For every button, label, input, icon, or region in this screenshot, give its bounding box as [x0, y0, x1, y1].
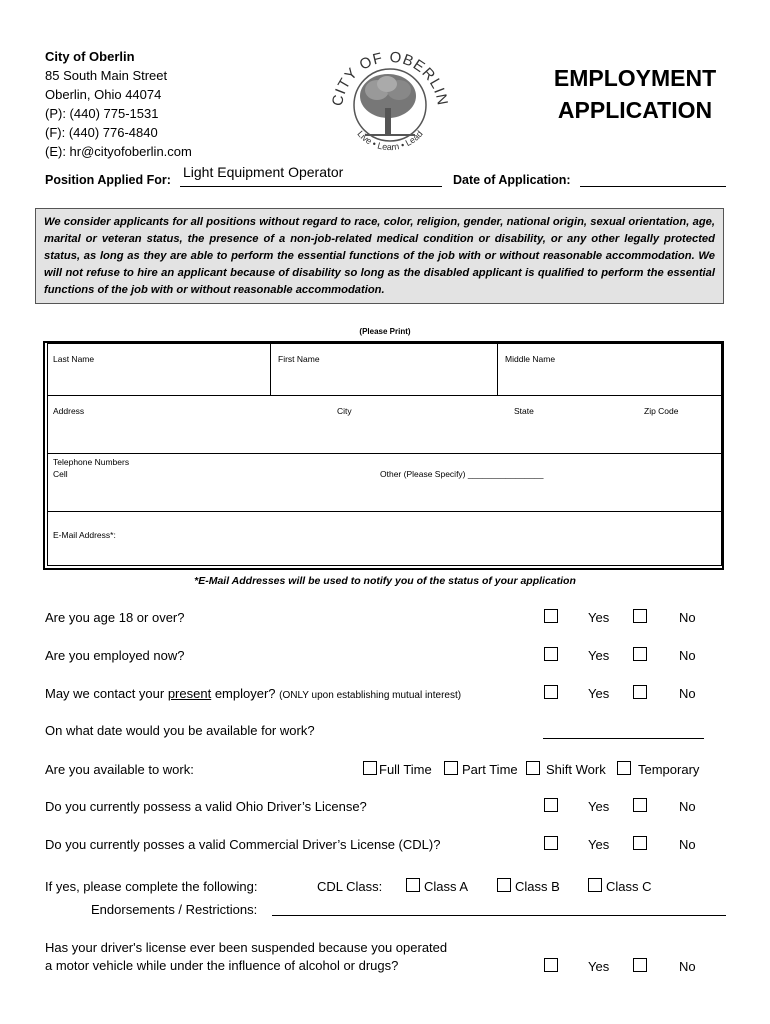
class-c-label: Class C [606, 879, 652, 894]
temporary-checkbox[interactable] [617, 761, 631, 775]
full-time-label: Full Time [379, 762, 432, 777]
email-field[interactable]: E-Mail Address*: [53, 530, 116, 540]
question-age: Are you age 18 or over? [45, 610, 185, 625]
temporary-label: Temporary [638, 762, 700, 777]
contact-note: (ONLY upon establishing mutual interest) [279, 690, 462, 701]
question-suspended-line2: a motor vehicle while under the influence of alcohol or drugs? [45, 958, 399, 973]
no-label: No [679, 648, 696, 663]
question-available-to-work: Are you available to work: [45, 762, 194, 777]
employed-yes-checkbox[interactable] [544, 647, 558, 661]
grid-inner-left [47, 343, 48, 565]
grid-divider [497, 343, 498, 395]
class-a-label: Class A [424, 879, 469, 894]
position-underline [180, 186, 442, 187]
class-a-checkbox[interactable] [406, 878, 420, 892]
other-phone-field[interactable]: Other (Please Specify) ________________ [380, 469, 544, 479]
yes-label: Yes [588, 799, 610, 814]
page-title [545, 62, 725, 126]
contact-text-present: present [167, 686, 212, 701]
question-contact-employer [45, 686, 461, 701]
cdl-class-label: CDL Class: [317, 879, 383, 894]
grid-divider [47, 395, 722, 396]
cdl-yes-checkbox[interactable] [544, 836, 558, 850]
email-note: *E-Mail Addresses will be used to notify you of the status of your application [194, 575, 576, 587]
logo-text-bottom: Live • Learn • Lead [355, 128, 425, 153]
question-suspended-line1: Has your driver's license ever been suspended because you operated [45, 940, 448, 955]
grid-inner-top [47, 343, 722, 344]
fax-number: (F): (440) 776-4840 [45, 125, 158, 140]
ohio-license-yes-checkbox[interactable] [544, 798, 558, 812]
position-label: Position Applied For: [45, 173, 171, 187]
shift-work-checkbox[interactable] [526, 761, 540, 775]
zip-code-field[interactable]: Zip Code [644, 406, 679, 416]
title-line-2: APPLICATION [557, 97, 713, 123]
class-b-label: Class B [515, 879, 560, 894]
question-employed: Are you employed now? [45, 648, 185, 663]
contact-no-checkbox[interactable] [633, 685, 647, 699]
city-seal-logo [325, 38, 455, 168]
last-name-field[interactable]: Last Name [53, 354, 95, 364]
cdl-no-checkbox[interactable] [633, 836, 647, 850]
suspended-no-checkbox[interactable] [633, 958, 647, 972]
please-print-label: (Please Print) [359, 327, 411, 336]
question-available-date: On what date would you be available for work? [45, 723, 315, 738]
age-yes-checkbox[interactable] [544, 609, 558, 623]
shift-work-label: Shift Work [546, 762, 606, 777]
age-no-checkbox[interactable] [633, 609, 647, 623]
state-field[interactable]: State [514, 406, 534, 416]
if-yes-label: If yes, please complete the following: [45, 879, 258, 894]
part-time-checkbox[interactable] [444, 761, 458, 775]
yes-label: Yes [588, 837, 610, 852]
no-label: No [679, 837, 696, 852]
question-cdl: Do you currently posses a valid Commercial Driver’s License (CDL)? [45, 837, 441, 852]
contact-yes-checkbox[interactable] [544, 685, 558, 699]
equal-opportunity-notice: We consider applicants for all positions without regard to race, color, religion, gender, national origin, sexual orientation, age, marital or veteran status, the presence of a non-job-related medical condition or disability, or any other legally protected status, as long as they are able to perform the essential functions of the job with or without reasonable accommodation. We will not refuse to hire an applicant because of disability so long as the disabled applicant is qualified to perform the essential functions of the job with or without reasonable accommodation. [35, 208, 724, 304]
suspended-yes-checkbox[interactable] [544, 958, 558, 972]
org-name: City of Oberlin [45, 49, 135, 64]
personal-info-grid [43, 341, 724, 570]
city-field[interactable]: City [337, 406, 352, 416]
grid-divider [47, 453, 722, 454]
no-label: No [679, 799, 696, 814]
email-address: (E): hr@cityofoberlin.com [45, 144, 192, 159]
ohio-license-no-checkbox[interactable] [633, 798, 647, 812]
contact-block [45, 47, 192, 161]
employed-no-checkbox[interactable] [633, 647, 647, 661]
contact-text-post: employer? [211, 686, 280, 701]
endorsements-field[interactable] [272, 901, 726, 916]
date-of-application-label: Date of Application: [453, 173, 571, 187]
no-label: No [679, 610, 696, 625]
city-state-zip: Oberlin, Ohio 44074 [45, 87, 162, 102]
title-line-1: EMPLOYMENT [553, 65, 717, 91]
class-c-checkbox[interactable] [588, 878, 602, 892]
grid-divider [270, 343, 271, 395]
endorsements-label: Endorsements / Restrictions: [91, 902, 258, 917]
address-field[interactable]: Address [53, 406, 85, 416]
cell-field[interactable]: Cell [53, 469, 68, 479]
part-time-label: Part Time [462, 762, 518, 777]
middle-name-field[interactable]: Middle Name [505, 354, 556, 364]
logo-text-top: CITY OF OBERLIN [328, 48, 452, 108]
yes-label: Yes [588, 648, 610, 663]
position-field[interactable]: Light Equipment Operator [183, 164, 344, 180]
yes-label: Yes [588, 959, 610, 974]
yes-label: Yes [588, 686, 610, 701]
date-of-application-field[interactable] [580, 186, 726, 187]
available-date-field[interactable] [543, 724, 704, 739]
grid-inner-bottom [47, 565, 722, 566]
grid-inner-right [721, 343, 722, 565]
question-ohio-license: Do you currently possess a valid Ohio Driver’s License? [45, 799, 367, 814]
full-time-checkbox[interactable] [363, 761, 377, 775]
first-name-field[interactable]: First Name [278, 354, 320, 364]
tree-icon [360, 74, 416, 135]
class-b-checkbox[interactable] [497, 878, 511, 892]
contact-text-pre: May we contact your [45, 686, 168, 701]
yes-label: Yes [588, 610, 610, 625]
telephone-label: Telephone Numbers [53, 457, 130, 467]
phone-number: (P): (440) 775-1531 [45, 106, 159, 121]
street-address: 85 South Main Street [45, 68, 168, 83]
no-label: No [679, 686, 696, 701]
no-label: No [679, 959, 696, 974]
grid-divider [47, 511, 722, 512]
